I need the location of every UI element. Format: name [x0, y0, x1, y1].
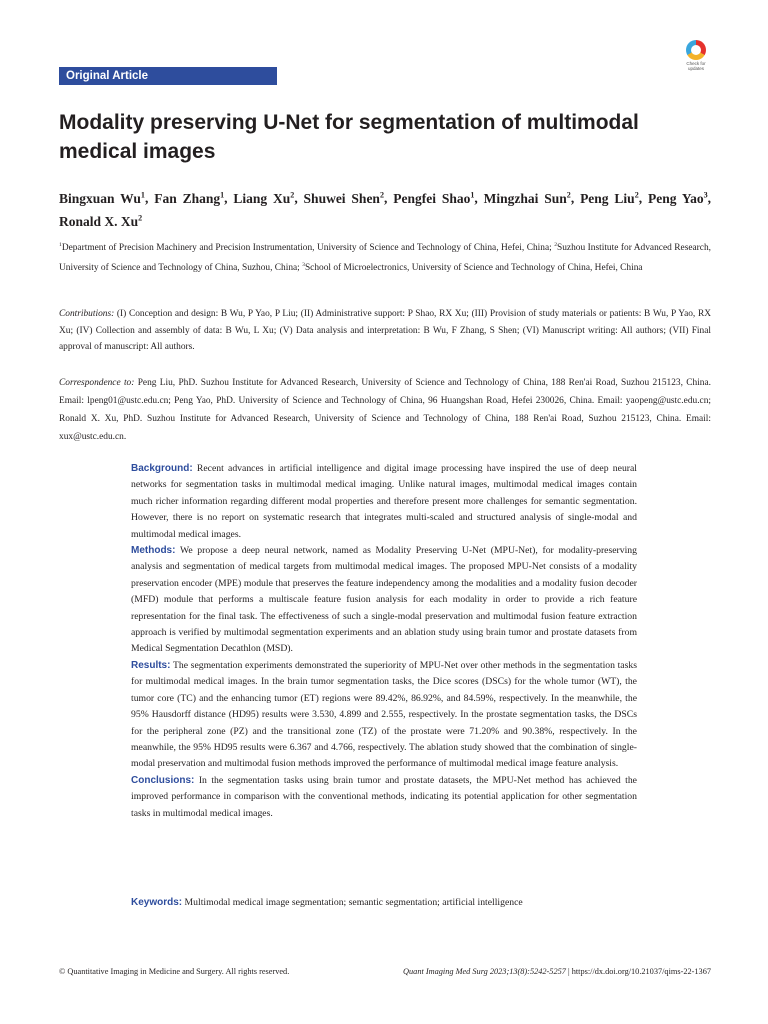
- abstract-conclusions: Conclusions: In the segmentation tasks using brain tumor and prostate datasets, the MPU-Net method has achieved the improved performance in comparison with the conventional methods, indicating its potential application for other segmentation tasks in multimodal medical images.: [131, 774, 637, 819]
- abstract: [131, 461, 637, 822]
- citation-line: Quant Imaging Med Surg 2023;13(8):5242-5257 | https://dx.doi.org/10.21037/qims-22-1367: [403, 967, 711, 976]
- abstract-methods: Methods: We propose a deep neural network, named as Modality Preserving U-Net (MPU-Net), for modality-preserving analysis and segmentation of medical targets from multimodal medical images. The proposed MPU-Net consists of a modality preservation encoder (MPE) module that preserves the feature independency among the modalities and a modality fusion decoder (MFD) module that performs a multiscale feature fusion analysis for each modality in order to provide a rich feature representation for the final task. The effectiveness of such a single-modal preservation and multimodal fusion feature extraction approach is verified by multimodal segmentation experiments and an ablation study using brain tumor and prostate datasets from Medical Segmentation Decathlon (MSD).: [131, 545, 637, 655]
- copyright-notice: © Quantitative Imaging in Medicine and Surgery. All rights reserved.: [59, 967, 290, 976]
- author[interactable]: Mingzhai Sun$^2$: [483, 190, 571, 206]
- page-footer: [59, 965, 711, 979]
- article-type-badge: Original Article: [59, 67, 277, 85]
- abstract-background: Background: Recent advances in artificial intelligence and digital image processing have inspired the use of deep neural networks for segmentation tasks in multimodal medical imaging. Unlike natural images, multimodal medical images contain much richer information regarding different modal properties and therefore present more challenges for semantic segmentation. However, there is no report on systematic research that integrates multi-scaled and structured analysis of single-modal and multimodal medical images.: [131, 463, 637, 540]
- correspondence-label: Correspondence to:: [59, 378, 135, 388]
- article-title: Modality preserving U-Net for segmentation of multimodal medical images: [59, 111, 639, 163]
- abstract-results: Results: The segmentation experiments demonstrated the superiority of MPU-Net over other methods in the segmentation tasks for multimodal medical images. In the brain tumor segmentation tasks, the Dice scores (DSCs) for the whole tumor (WT), the tumor core (TC) and the enhancing tumor (ET) regions were 89.42%, 86.92%, and 84.59%, respectively. In the meanwhile, the 95% Hausdorff distance (HD95) results were 3.530, 4.899 and 2.555, respectively. In the prostate segmentation tasks, the DSCs for the peripheral zone (PZ) and the transitional zone (TZ) of the prostate were 71.20% and 90.38%, respectively. In the meanwhile, the 95% HD95 results were 6.367 and 4.766, respectively. The ablation study showed that the combination of single-modal preservation and multimodal fusion methods improved the performance of multimodal medical image feature analysis.: [131, 659, 637, 770]
- author[interactable]: Bingxuan Wu$^1$: [59, 190, 145, 206]
- author[interactable]: Liang Xu$^2$: [233, 190, 295, 206]
- check-for-updates-button[interactable]: [681, 40, 711, 74]
- contributions-label: Contributions:: [59, 309, 115, 319]
- contributions: [59, 306, 711, 356]
- contributions-text: (I) Conception and design: B Wu, P Yao, P Liu; (II) Administrative support: P Shao, RX Xu; (III) Provision of study materials or patients: B Wu, P Yao, RX Xu; (IV) Collection and assembly of data: B Wu, L Xu; (V) Data analysis and interpretation: B Wu, F Zhang, S Shen; (VI) Manuscript writing: All authors; (VII) Final approval of manuscript: All authors.: [59, 309, 711, 352]
- author-list: Bingxuan Wu$^1$, Fan Zhang$^1$, Liang Xu$^2$, Shuwei Shen$^2$, Pengfei Shao$^1$, Mingzhai Sun$^2$, Peng Liu$^2$, Peng Yao$^3$, Ronald X. Xu$^2$: [59, 190, 711, 229]
- journal-citation: Quant Imaging Med Surg 2023;13(8):5242-5257: [403, 967, 566, 976]
- author[interactable]: Fan Zhang$^1$: [154, 190, 225, 206]
- author[interactable]: Pengfei Shao$^1$: [393, 190, 475, 206]
- doi-link[interactable]: https://dx.doi.org/10.21037/qims-22-1367: [571, 967, 711, 976]
- author[interactable]: Peng Liu$^2$: [580, 190, 639, 206]
- crossmark-icon: [686, 40, 706, 60]
- keywords: Keywords: Multimodal medical image segmentation; semantic segmentation; artificial intelligence: [131, 897, 523, 908]
- author[interactable]: Shuwei Shen$^2$: [303, 190, 384, 206]
- author[interactable]: Ronald X. Xu$^2$: [59, 213, 143, 229]
- correspondence: [59, 374, 711, 446]
- author[interactable]: Peng Yao$^3$: [647, 190, 708, 206]
- affiliations: $^1$Department of Precision Machinery and Precision Instrumentation, University of Science and Technology of China, Hefei, China; $^2$Suzhou Institute for Advanced Research, University of Science and Technology of China, Suzhou, China; $^3$School of Microelectronics, University of Science and Technology of China, Hefei, China: [59, 242, 711, 273]
- correspondence-text: Peng Liu, PhD. Suzhou Institute for Advanced Research, University of Science and Technology of China, 188 Ren'ai Road, Suzhou 215123, China. Email: lpeng01@ustc.edu.cn; Peng Yao, PhD. University of Science and Technology of China, 96 Huangshan Road, Hefei 230026, China. Email: yaopeng@ustc.edu.cn; Ronald X. Xu, PhD. Suzhou Institute for Advanced Research, University of Science and Technology of China, 188 Ren'ai Road, Suzhou 215123, China. Email: xux@ustc.edu.cn.: [59, 378, 711, 442]
- crossmark-label: Check for updates: [686, 61, 706, 71]
